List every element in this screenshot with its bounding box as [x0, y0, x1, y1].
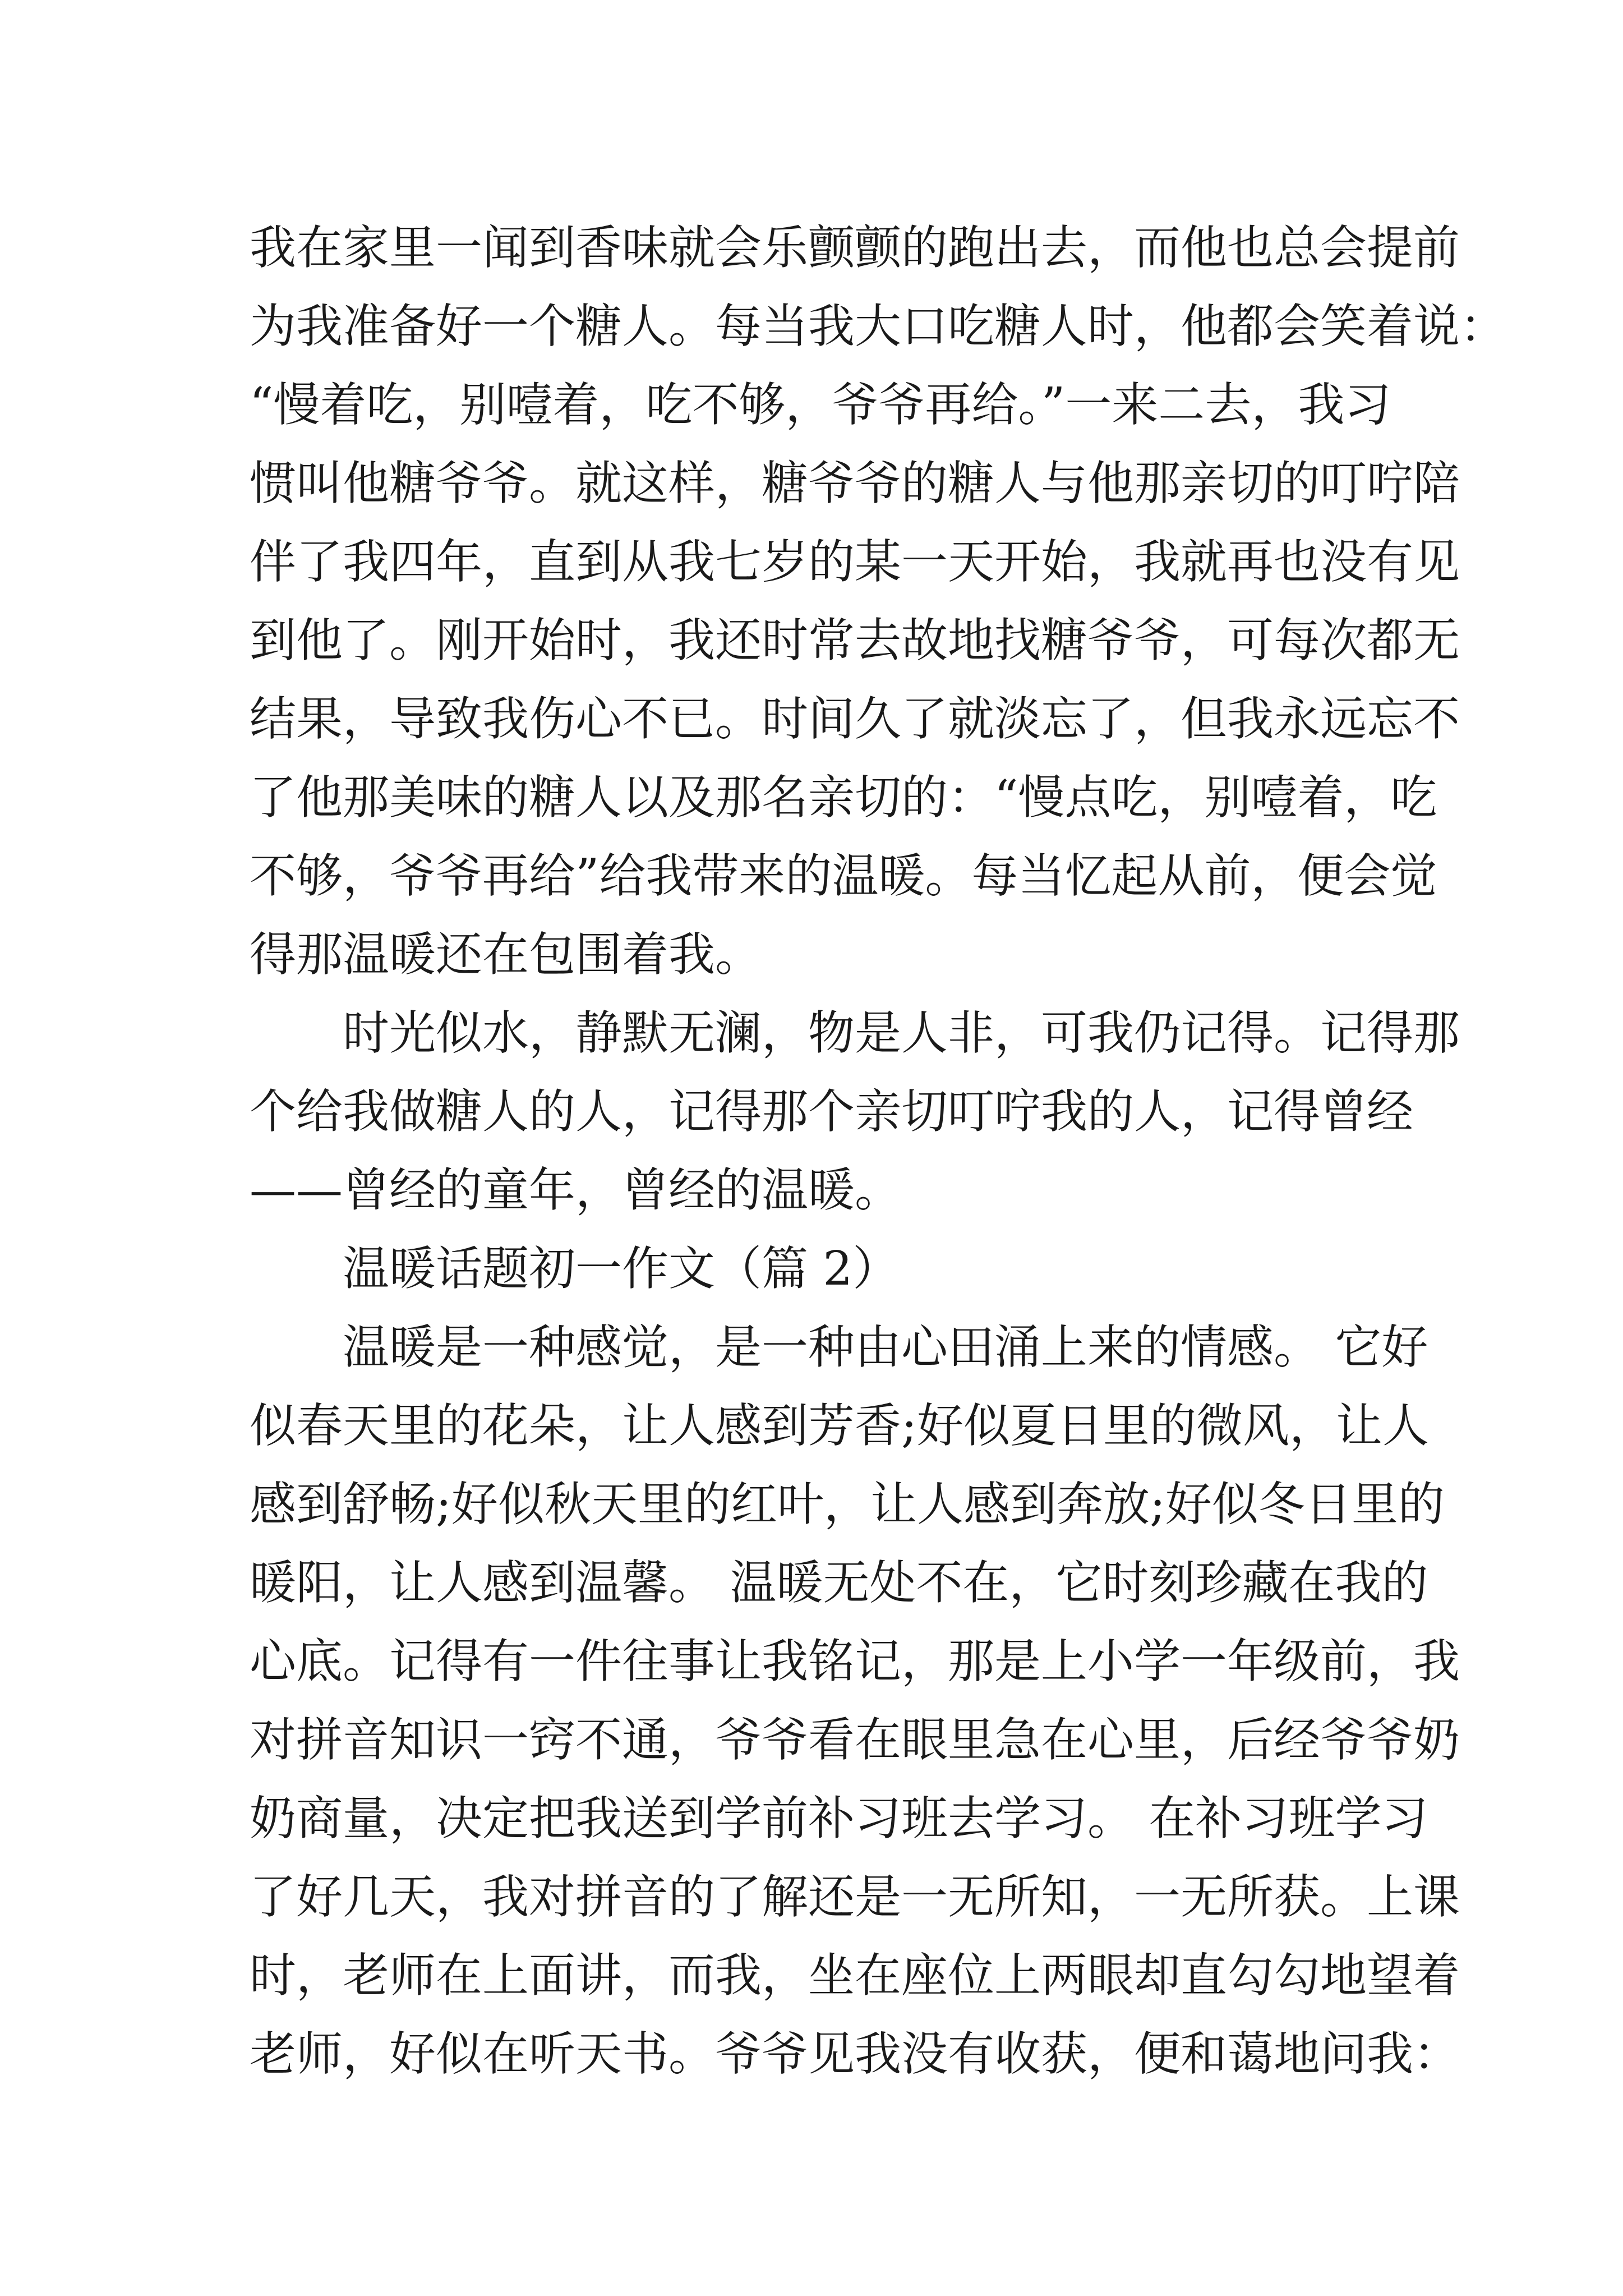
text-line: 时，老师在上面讲，而我，坐在座位上两眼却直勾勾地望着	[250, 1948, 1460, 2003]
body-text	[250, 209, 1506, 2093]
text-line: 了好几天，我对拼音的了解还是一无所知，一无所获。上课	[250, 1870, 1460, 1924]
text-line: 温暖话题初一作文（篇 2）	[343, 1241, 900, 1296]
text-line: 惯叫他糖爷爷。就这样，糖爷爷的糖人与他那亲切的叮咛陪	[250, 456, 1460, 510]
text-line: 温暖是一种感觉，是一种由心田涌上来的情感。 它好	[343, 1320, 1428, 1374]
text-line: 奶商量，决定把我送到学前补习班去学习。 在补习班学习	[250, 1791, 1428, 1846]
text-line: 感到舒畅;好似秋天里的红叶，让人感到奔放;好似冬日里的	[250, 1477, 1445, 1531]
text-line: 暖阳，让人感到温馨。 温暖无处不在，它时刻珍藏在我的	[250, 1556, 1428, 1610]
text-line: 为我准备好一个糖人。每当我大口吃糖人时，他都会笑着说：	[250, 299, 1506, 353]
text-line: “慢着吃，别噎着，吃不够，爷爷再给。”一来二去，我习	[250, 378, 1391, 432]
text-line: 老师，好似在听天书。爷爷见我没有收获，便和蔼地问我：	[250, 2027, 1460, 2081]
text-line: 了他那美味的糖人以及那名亲切的：“慢点吃，别噎着，吃	[250, 770, 1437, 825]
text-line: 对拼音知识一窍不通，爷爷看在眼里急在心里，后经爷爷奶	[250, 1713, 1460, 1767]
text-line: ——曾经的童年，曾经的温暖。	[250, 1163, 901, 1217]
text-line: 我在家里一闻到香味就会乐颤颤的跑出去，而他也总会提前	[250, 220, 1460, 275]
text-line: 到他了。刚开始时，我还时常去故地找糖爷爷，可每次都无	[250, 613, 1460, 668]
text-line: 不够，爷爷再给”给我带来的温暖。每当忆起从前，便会觉	[250, 849, 1437, 903]
text-line: 似春天里的花朵，让人感到芳香;好似夏日里的微风，让人	[250, 1398, 1429, 1453]
text-line: 得那温暖还在包围着我。	[250, 927, 762, 982]
text-line: 个给我做糖人的人，记得那个亲切叮咛我的人，记得曾经	[250, 1084, 1413, 1139]
text-line: 心底。记得有一件往事让我铭记，那是上小学一年级前，我	[250, 1634, 1460, 1688]
text-line: 伴了我四年，直到从我七岁的某一天开始，我就再也没有见	[250, 535, 1460, 589]
text-line: 结果，导致我伤心不已。时间久了就淡忘了，但我永远忘不	[250, 692, 1460, 746]
text-line: 时光似水，静默无澜，物是人非，可我仍记得。记得那	[343, 1006, 1460, 1060]
